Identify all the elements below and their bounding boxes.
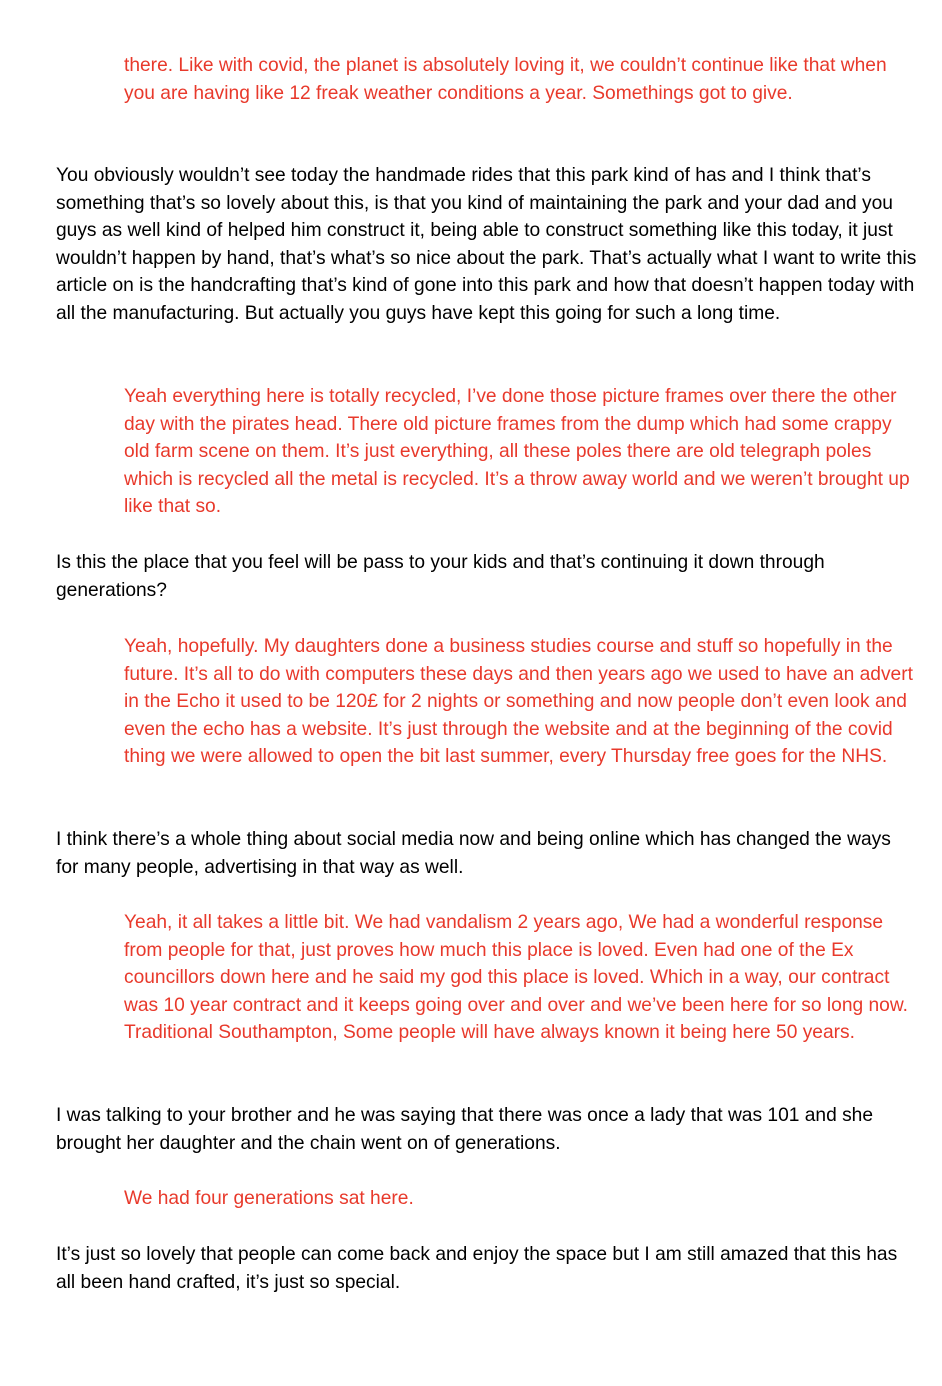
question-paragraph: I was talking to your brother and he was saying that there was once a lady that was 101 and she brought her daughter and the chain went on of generations. xyxy=(56,1105,874,1154)
question-paragraph: It’s just so lovely that people can come back and enjoy the space but I am still amazed that this has all been hand crafted, it’s just so special. xyxy=(56,1244,898,1293)
answer-paragraph: there. Like with covid, the planet is absolutely loving it, we couldn’t continue like that when you are having like 12 freak weather conditions a year. Somethings got to give. xyxy=(124,55,887,104)
question-paragraph: Is this the place that you feel will be pass to your kids and that’s continuing it down through generations? xyxy=(56,552,825,601)
answer-paragraph: Yeah, it all takes a little bit. We had vandalism 2 years ago, We had a wonderful response from people for that, just proves how much this place is loved. Even had one of the Ex councillors down here and he said my god this place is loved. Which in a way, our contract was 10 year contract and it keeps going over and over and we’ve been here for so long now. Traditional Southampton, Some people will have always known it being here 50 years. xyxy=(124,912,908,1044)
question-paragraph: You obviously wouldn’t see today the handmade rides that this park kind of has and I think that’s something that’s so lovely about this, is that you kind of maintaining the park and your dad and you guys as well kind of helped him construct it, being able to construct something like this today, it just wouldn’t happen by hand, that’s what’s so nice about the park. That’s actually what I want to write this article on is the handcrafting that’s kind of gone into this park and how that doesn’t happen today with all the manufacturing. But actually you guys have kept this going for such a long time. xyxy=(56,165,917,324)
answer-paragraph: Yeah everything here is totally recycled, I’ve done those picture frames over there the other day with the pirates head. There old picture frames from the dump which had some crappy old farm scene on them. It’s just everything, all these poles there are old telegraph poles which is recycled all the metal is recycled. It’s a throw away world and we weren’t brought up like that so. xyxy=(124,386,910,518)
answer-paragraph: We had four generations sat here. xyxy=(124,1188,414,1209)
answer-paragraph: Yeah, hopefully. My daughters done a business studies course and stuff so hopefully in the future. It’s all to do with computers these days and then years ago we used to have an advert in the Echo it used to be 120£ for 2 nights or something and now people don’t even look and even the echo has a website. It’s just through the website and at the beginning of the covid thing we were allowed to open the bit last summer, every Thursday free goes for the NHS. xyxy=(124,636,913,768)
question-paragraph: I think there’s a whole thing about social media now and being online which has changed the ways for many people, advertising in that way as well. xyxy=(56,829,891,878)
